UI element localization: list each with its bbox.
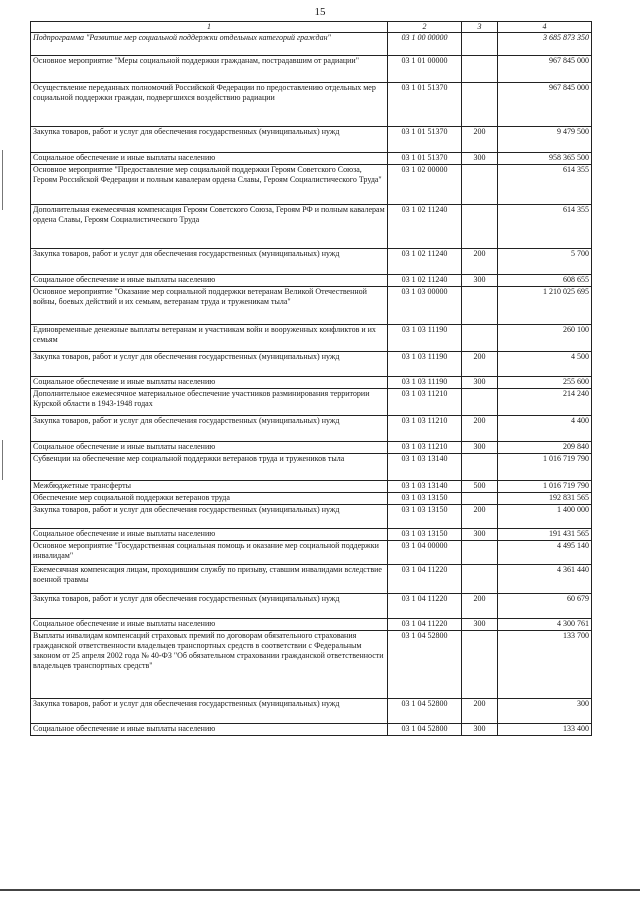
cell-name: Закупка товаров, работ и услуг для обеспечения государственных (муниципальных) нужд	[31, 416, 388, 442]
cell-sum: 967 845 000	[498, 83, 592, 127]
cell-code: 03 1 03 11190	[388, 325, 462, 352]
cell-sum: 192 831 565	[498, 493, 592, 505]
cell-name: Социальное обеспечение и иные выплаты населению	[31, 619, 388, 631]
cell-code: 03 1 04 52800	[388, 631, 462, 699]
cell-sum: 4 300 761	[498, 619, 592, 631]
cell-name: Социальное обеспечение и иные выплаты населению	[31, 153, 388, 165]
cell-code: 03 1 03 11190	[388, 352, 462, 377]
cell-sum: 9 479 500	[498, 127, 592, 153]
table-header-row	[31, 22, 592, 33]
table-row	[31, 481, 592, 493]
cell-vr: 500	[462, 481, 498, 493]
cell-sum: 1 016 719 790	[498, 454, 592, 481]
cell-sum: 4 400	[498, 416, 592, 442]
table-row	[31, 699, 592, 724]
cell-code: 03 1 00 00000	[388, 33, 462, 56]
scan-margin-mark	[2, 150, 3, 210]
cell-code: 03 1 02 00000	[388, 165, 462, 205]
cell-vr	[462, 325, 498, 352]
cell-name: Закупка товаров, работ и услуг для обеспечения государственных (муниципальных) нужд	[31, 594, 388, 619]
cell-vr: 300	[462, 442, 498, 454]
cell-sum: 1 210 025 695	[498, 287, 592, 325]
cell-name: Единовременные денежные выплаты ветеранам и участникам войн и вооруженных конфликтов и их семьям	[31, 325, 388, 352]
cell-name: Закупка товаров, работ и услуг для обеспечения государственных (муниципальных) нужд	[31, 249, 388, 275]
cell-sum: 1 400 000	[498, 505, 592, 529]
cell-name: Социальное обеспечение и иные выплаты населению	[31, 724, 388, 736]
table-row	[31, 33, 592, 56]
cell-name: Закупка товаров, работ и услуг для обеспечения государственных (муниципальных) нужд	[31, 127, 388, 153]
cell-name: Межбюджетные трансферты	[31, 481, 388, 493]
cell-name: Ежемесячная компенсация лицам, проходившим службу по призыву, ставшим инвалидами вследствие военной травмы	[31, 565, 388, 594]
table-row	[31, 83, 592, 127]
cell-code: 03 1 03 11210	[388, 442, 462, 454]
cell-sum: 1 016 719 790	[498, 481, 592, 493]
cell-vr: 200	[462, 352, 498, 377]
table-row	[31, 127, 592, 153]
cell-name: Основное мероприятие "Оказание мер социальной поддержки ветеранам Великой Отечественной войны, боевых действий и их семьям, ветеранам труда и труженикам тыла"	[31, 287, 388, 325]
cell-vr: 200	[462, 127, 498, 153]
header-col-sum: 4	[498, 22, 592, 33]
cell-name: Основное мероприятие "Меры социальной поддержки гражданам, пострадавшим от радиации"	[31, 56, 388, 83]
cell-sum: 260 100	[498, 325, 592, 352]
cell-vr: 300	[462, 275, 498, 287]
cell-vr	[462, 493, 498, 505]
cell-code: 03 1 04 52800	[388, 699, 462, 724]
cell-vr	[462, 205, 498, 249]
cell-vr	[462, 454, 498, 481]
cell-code: 03 1 04 11220	[388, 619, 462, 631]
page-number: 15	[314, 6, 326, 18]
cell-vr	[462, 56, 498, 83]
cell-vr	[462, 565, 498, 594]
cell-sum: 3 685 873 350	[498, 33, 592, 56]
cell-code: 03 1 04 11220	[388, 594, 462, 619]
cell-code: 03 1 04 52800	[388, 724, 462, 736]
table-row	[31, 377, 592, 389]
table-row	[31, 493, 592, 505]
cell-code: 03 1 04 11220	[388, 565, 462, 594]
cell-name: Субвенции на обеспечение мер социальной поддержки ветеранов труда и тружеников тыла	[31, 454, 388, 481]
cell-code: 03 1 03 00000	[388, 287, 462, 325]
cell-sum: 300	[498, 699, 592, 724]
cell-vr: 300	[462, 529, 498, 541]
cell-vr	[462, 287, 498, 325]
cell-vr: 300	[462, 724, 498, 736]
table-row	[31, 594, 592, 619]
cell-sum: 133 700	[498, 631, 592, 699]
cell-code: 03 1 01 51370	[388, 153, 462, 165]
cell-code: 03 1 03 13150	[388, 505, 462, 529]
table-row	[31, 724, 592, 736]
cell-sum: 614 355	[498, 165, 592, 205]
cell-name: Основное мероприятие "Государственная социальная помощь и оказание мер социальной поддержки инвалидам"	[31, 541, 388, 565]
cell-vr: 200	[462, 416, 498, 442]
cell-sum: 958 365 500	[498, 153, 592, 165]
cell-name: Основное мероприятие "Предоставление мер социальной поддержки Героям Советского Союза, Героям Российской Федерации и полным кавалерам ордена Славы, Героям Социалистического Труда"	[31, 165, 388, 205]
cell-name: Закупка товаров, работ и услуг для обеспечения государственных (муниципальных) нужд	[31, 352, 388, 377]
cell-code: 03 1 01 51370	[388, 127, 462, 153]
header-col-name: 1	[31, 22, 388, 33]
table-row	[31, 541, 592, 565]
cell-sum: 209 840	[498, 442, 592, 454]
cell-code: 03 1 01 51370	[388, 83, 462, 127]
cell-sum: 614 355	[498, 205, 592, 249]
cell-code: 03 1 03 11210	[388, 416, 462, 442]
cell-sum: 967 845 000	[498, 56, 592, 83]
cell-code: 03 1 03 13140	[388, 454, 462, 481]
cell-code: 03 1 03 13150	[388, 493, 462, 505]
cell-name: Социальное обеспечение и иные выплаты населению	[31, 377, 388, 389]
table-row	[31, 389, 592, 416]
table-body	[31, 33, 592, 736]
cell-code: 03 1 02 11240	[388, 275, 462, 287]
cell-sum: 191 431 565	[498, 529, 592, 541]
cell-vr: 200	[462, 594, 498, 619]
cell-name: Дополнительная ежемесячная компенсация Героям Советского Союза, Героям РФ и полным кавалерам ордена Славы, Героям Социалистического Труда	[31, 205, 388, 249]
cell-vr	[462, 631, 498, 699]
table-row	[31, 454, 592, 481]
cell-name: Осуществление переданных полномочий Российской Федерации по предоставлению отдельных мер социальной поддержки граждан, подвергшихся воздействию радиации	[31, 83, 388, 127]
cell-vr	[462, 83, 498, 127]
cell-sum: 255 600	[498, 377, 592, 389]
table-row	[31, 165, 592, 205]
table-row	[31, 565, 592, 594]
table-row	[31, 416, 592, 442]
table-row	[31, 153, 592, 165]
header-col-code: 2	[388, 22, 462, 33]
cell-vr: 200	[462, 505, 498, 529]
cell-sum: 5 700	[498, 249, 592, 275]
cell-name: Социальное обеспечение и иные выплаты населению	[31, 529, 388, 541]
cell-name: Выплаты инвалидам компенсаций страховых премий по договорам обязательного страхования гражданской ответственности владельцев транспортных средств в соответствии с Федеральным законом от 25 апреля 2002 года № 40-ФЗ "Об обязательном страховании гражданской ответственности владельцев транспортных средств"	[31, 631, 388, 699]
cell-code: 03 1 03 11190	[388, 377, 462, 389]
table-row	[31, 287, 592, 325]
cell-sum: 4 500	[498, 352, 592, 377]
cell-name: Закупка товаров, работ и услуг для обеспечения государственных (муниципальных) нужд	[31, 505, 388, 529]
cell-vr: 200	[462, 699, 498, 724]
table-row	[31, 325, 592, 352]
cell-name: Социальное обеспечение и иные выплаты населению	[31, 275, 388, 287]
header-col-vr: 3	[462, 22, 498, 33]
budget-table	[30, 21, 592, 736]
cell-name: Обеспечение мер социальной поддержки ветеранов труда	[31, 493, 388, 505]
cell-code: 03 1 02 11240	[388, 249, 462, 275]
cell-sum: 60 679	[498, 594, 592, 619]
scan-margin-mark	[2, 440, 3, 480]
cell-vr: 200	[462, 249, 498, 275]
cell-vr: 300	[462, 377, 498, 389]
table-row	[31, 249, 592, 275]
table-row	[31, 275, 592, 287]
cell-code: 03 1 03 13140	[388, 481, 462, 493]
table-row	[31, 631, 592, 699]
cell-vr	[462, 33, 498, 56]
cell-code: 03 1 03 11210	[388, 389, 462, 416]
cell-vr	[462, 541, 498, 565]
cell-vr: 300	[462, 619, 498, 631]
table-row	[31, 529, 592, 541]
table-row	[31, 442, 592, 454]
cell-code: 03 1 04 00000	[388, 541, 462, 565]
cell-code: 03 1 01 00000	[388, 56, 462, 83]
cell-sum: 214 240	[498, 389, 592, 416]
table-row	[31, 352, 592, 377]
cell-name: Подпрограмма "Развитие мер социальной поддержки отдельных категорий граждан"	[31, 33, 388, 56]
table-row	[31, 505, 592, 529]
cell-sum: 133 400	[498, 724, 592, 736]
cell-sum: 4 495 140	[498, 541, 592, 565]
table-row	[31, 56, 592, 83]
cell-vr	[462, 165, 498, 205]
cell-code: 03 1 03 13150	[388, 529, 462, 541]
table-row	[31, 619, 592, 631]
cell-name: Закупка товаров, работ и услуг для обеспечения государственных (муниципальных) нужд	[31, 699, 388, 724]
cell-name: Дополнительное ежемесячное материальное обеспечение участников разминирования территории Курской области в 1943-1948 годах	[31, 389, 388, 416]
cell-vr	[462, 389, 498, 416]
cell-sum: 4 361 440	[498, 565, 592, 594]
cell-vr: 300	[462, 153, 498, 165]
cell-name: Социальное обеспечение и иные выплаты населению	[31, 442, 388, 454]
cell-sum: 608 655	[498, 275, 592, 287]
cell-code: 03 1 02 11240	[388, 205, 462, 249]
table-row	[31, 205, 592, 249]
bottom-rule	[0, 889, 640, 891]
